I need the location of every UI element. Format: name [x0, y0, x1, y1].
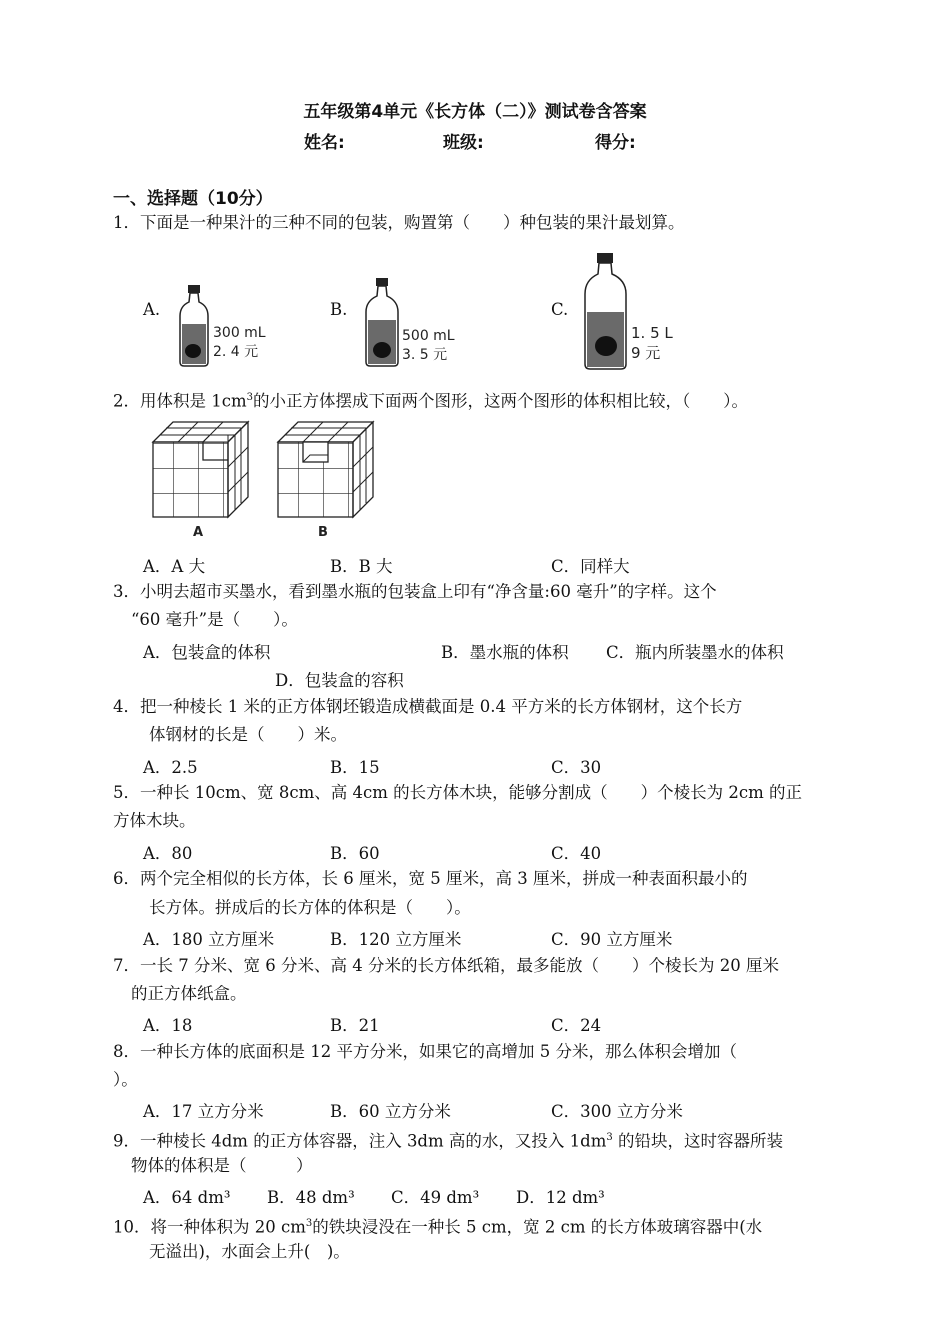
q8-option-c: C．300 立方分米 [551, 1102, 683, 1121]
figure-b [278, 422, 373, 540]
q5-option-b: B．60 [330, 844, 380, 863]
q2-option-b: B．B 大 [330, 557, 393, 576]
q7-option-c: C．24 [551, 1016, 602, 1035]
question-3-line-2: “60 毫升”是（ ）。 [131, 610, 298, 629]
q1-option-c-label: C. [551, 300, 569, 319]
page-title: 五年级第4单元《长方体（二）》测试卷含答案 [303, 102, 647, 122]
bottle-c-price: 9 元 [631, 344, 661, 362]
question-6-line-1: 6．两个完全相似的长方体，长 6 厘米，宽 5 厘米，高 3 厘米，拼成一种表面积最小的 [113, 869, 748, 888]
bottle-cap [597, 253, 613, 263]
question-5-line-1: 5．一种长 10cm、宽 8cm、高 4cm 的长方体木块，能够分割成（ ）个棱长为 2cm 的正 [113, 783, 803, 802]
question-8-line-2: ）。 [113, 1070, 138, 1089]
question-8-line-1: 8．一种长方体的底面积是 12 平方分米，如果它的高增加 5 分米，那么体积会增加（ [113, 1042, 737, 1061]
cube-figures [148, 418, 388, 542]
question-2 [113, 387, 748, 413]
bottle-a-volume: 300 mL [213, 325, 266, 341]
question-9-line-2: 物体的体积是（ ） [131, 1156, 313, 1175]
q8-option-b: B．60 立方分米 [330, 1102, 451, 1121]
q9-option-a: A．64 dm³ [143, 1188, 231, 1207]
q2-option-a: A．A 大 [143, 557, 206, 576]
q4-option-a: A．2.5 [143, 758, 198, 777]
q3-option-d: D．包装盒的容积 [275, 671, 404, 690]
q6-option-b: B．120 立方厘米 [330, 930, 462, 949]
q3-option-c: C．瓶内所装墨水的体积 [606, 643, 784, 662]
bottle-c-image [584, 250, 694, 374]
q4-option-c: C．30 [551, 758, 602, 777]
bottle-a-image [172, 282, 282, 368]
bottle-a-price: 2. 4 元 [213, 344, 259, 360]
q8-option-a: A．17 立方分米 [143, 1102, 264, 1121]
q7-option-a: A．18 [143, 1016, 193, 1035]
q10-superscript: 3 [305, 1218, 313, 1229]
q5-option-c: C．40 [551, 844, 602, 863]
bottle-b-volume: 500 mL [402, 328, 455, 344]
q9-text-start: 9．一种棱长 4dm 的正方体容器，注入 3dm 高的水，又投入 1dm [113, 1131, 607, 1151]
q9-option-c: C．49 dm³ [391, 1188, 480, 1207]
q5-option-a: A．80 [143, 844, 193, 863]
q6-option-c: C．90 立方厘米 [551, 930, 673, 949]
question-1: 1．下面是一种果汁的三种不同的包装，购置第（ ）种包装的果汁最划算。 [113, 213, 685, 232]
q9-superscript: 3 [606, 1132, 613, 1143]
q10-text-end: 的铁块浸没在一种长 5 cm，宽 2 cm 的长方体玻璃容器中(水 [312, 1217, 763, 1237]
question-4-line-2: 体钢材的长是（ ）米。 [149, 725, 347, 744]
q2-superscript: 3 [246, 392, 254, 403]
q3-option-b: B．墨水瓶的体积 [441, 643, 569, 662]
name-label: 姓名: [304, 133, 345, 153]
class-label: 班级: [443, 133, 484, 153]
question-7-line-1: 7．一长 7 分米、宽 6 分米、高 4 分米的长方体纸箱，最多能放（ ）个棱长为 20 厘米 [113, 956, 779, 975]
q1-option-b-label: B. [330, 300, 348, 319]
question-4-line-1: 4．把一种棱长 1 米的正方体钢坯锻造成横截面是 0.4 平方米的长方体钢材，这个长方 [113, 697, 743, 716]
q3-option-a: A．包装盒的体积 [143, 643, 271, 662]
bottle-c-volume: 1. 5 L [631, 324, 673, 342]
bottle-liquid [182, 324, 206, 364]
q1-option-a-label: A. [143, 300, 161, 319]
bottle-label-dot [373, 342, 391, 358]
score-label: 得分: [595, 133, 636, 153]
q9-option-b: B．48 dm³ [267, 1188, 355, 1207]
bottle-label-dot [185, 344, 201, 358]
bottle-cap [188, 285, 200, 293]
question-10-line-2: 无溢出)，水面会上升( )。 [149, 1242, 350, 1261]
bottle-label-dot [595, 336, 617, 356]
question-5-line-2: 方体木块。 [113, 811, 196, 830]
figure-b-label: B [318, 525, 328, 540]
bottle-b-price: 3. 5 元 [402, 347, 448, 363]
q7-option-b: B．21 [330, 1016, 380, 1035]
q2-option-c: C．同样大 [551, 557, 630, 576]
question-7-line-2: 的正方体纸盒。 [131, 984, 247, 1003]
section-heading: 一、选择题（10分） [113, 189, 273, 209]
q9-text-end: 的铅块，这时容器所装 [612, 1131, 783, 1151]
q9-option-d: D．12 dm³ [516, 1188, 605, 1207]
question-10-line-1 [113, 1213, 762, 1239]
q10-text-start: 10．将一种体积为 20 cm [113, 1217, 306, 1237]
figure-a [153, 422, 248, 540]
q4-option-b: B．15 [330, 758, 380, 777]
q6-option-a: A．180 立方厘米 [143, 930, 275, 949]
figure-a-label: A [192, 525, 204, 540]
question-6-line-2: 长方体。拼成后的长方体的体积是（ ）。 [149, 898, 471, 917]
question-9-line-1 [113, 1127, 783, 1153]
question-3-line-1: 3．小明去超市买墨水，看到墨水瓶的包装盒上印有“净含量:60 毫升”的字样。这个 [113, 582, 717, 601]
bottle-cap [376, 278, 388, 286]
bottle-b-image [364, 274, 474, 370]
q2-text-end: 的小正方体摆成下面两个图形，这两个图形的体积相比较，（ ）。 [253, 391, 749, 411]
q2-text-start: 2．用体积是 1cm [113, 391, 247, 411]
